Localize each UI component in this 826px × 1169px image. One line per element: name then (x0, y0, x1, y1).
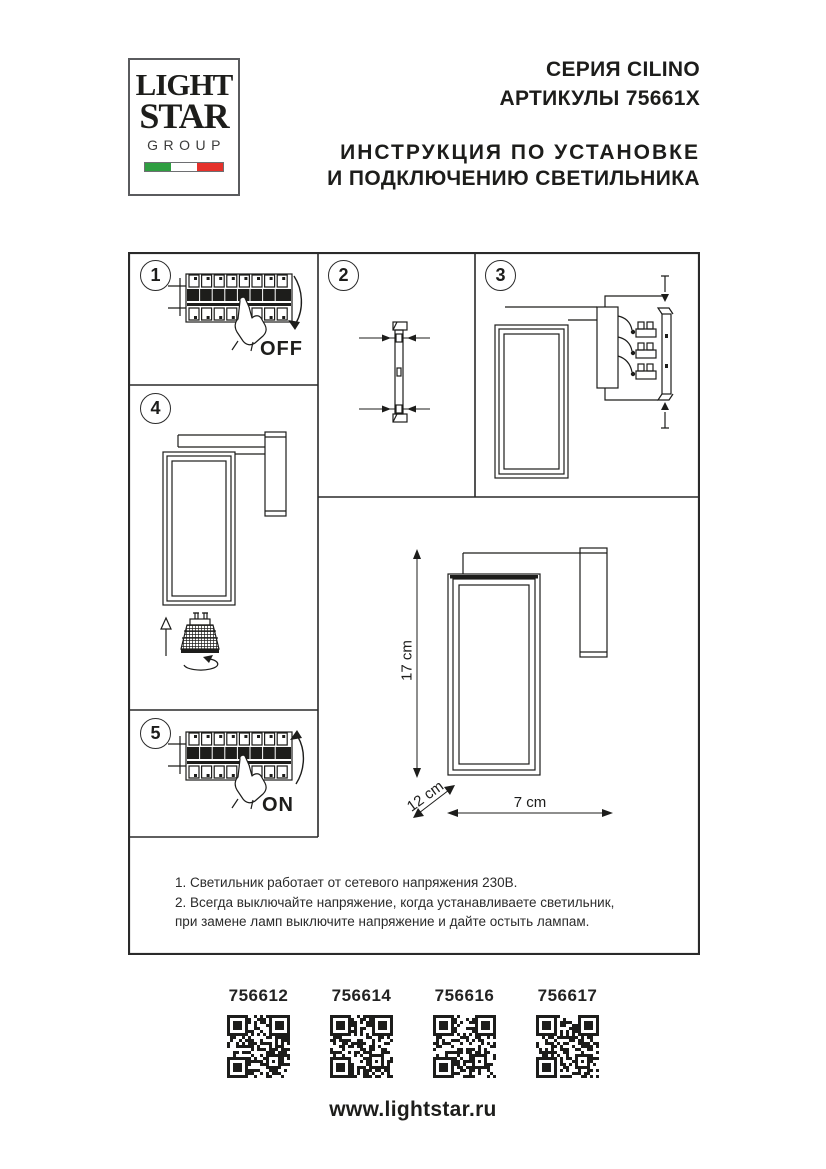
qr-code-icon (227, 1015, 290, 1078)
off-label: OFF (260, 338, 303, 360)
step-1-badge (140, 260, 171, 291)
safety-notes (175, 873, 614, 932)
article-number: 756612 (228, 986, 289, 1005)
step-4-number: 4 (150, 398, 161, 418)
flag-green-segment (145, 163, 171, 171)
step-3-badge (485, 260, 516, 291)
flag-red-segment (197, 163, 223, 171)
installation-diagram (128, 252, 700, 955)
qr-item-756614 (330, 986, 393, 1078)
website-url: www.lightstar.ru (329, 1098, 497, 1121)
document-titles (327, 55, 700, 192)
diagram-line-art (128, 252, 700, 955)
note-line-2: 2. Всегда выключайте напряжение, когда устанавливаете светильник, (175, 894, 615, 910)
note-line-1: 1. Светильник работает от сетевого напряжения 230В. (175, 875, 518, 890)
logo-word-group: GROUP (147, 137, 226, 153)
height-dimension-label: 17 cm (398, 640, 416, 681)
qr-code-icon (330, 1015, 393, 1078)
step-2-number: 2 (338, 265, 349, 285)
qr-item-756617 (536, 986, 599, 1078)
note-line-3: при замене ламп выключите напряжение и дайте остыть лампам. (175, 914, 590, 929)
step-5-badge (140, 718, 171, 749)
qr-item-756612 (227, 986, 290, 1078)
instruction-title-line2: И ПОДКЛЮЧЕНИЮ СВЕТИЛЬНИКА (327, 167, 700, 190)
lightstar-logo (128, 58, 240, 196)
step-1-number: 1 (150, 265, 161, 285)
step-4-badge (140, 393, 171, 424)
instruction-title-line1: ИНСТРУКЦИЯ ПО УСТАНОВКЕ (340, 141, 700, 164)
step3-wiring-illustration (495, 276, 673, 478)
on-label: ON (262, 794, 294, 816)
italian-flag-bar (144, 162, 224, 172)
qr-code-icon (433, 1015, 496, 1078)
article-number: 756617 (537, 986, 598, 1005)
dimension-drawing (413, 548, 613, 818)
logo-word-star: STAR (139, 96, 229, 136)
step-3-number: 3 (495, 265, 506, 285)
flag-white-segment (171, 163, 197, 171)
series-title: СЕРИЯ CILINO (546, 58, 700, 81)
logo-word-light: LIGHT (135, 67, 233, 102)
depth-dimension-label: 12 cm (403, 777, 447, 816)
article-number: 756614 (331, 986, 392, 1005)
qr-item-756616 (433, 986, 496, 1078)
qr-code-icon (536, 1015, 599, 1078)
article-qr-codes (0, 986, 826, 1078)
articles-title: АРТИКУЛЫ 75661X (499, 87, 700, 110)
width-dimension-label: 7 cm (513, 794, 547, 811)
step-2-badge (328, 260, 359, 291)
step-5-number: 5 (150, 723, 161, 743)
step2-bracket-illustration (359, 322, 430, 422)
article-number: 756616 (434, 986, 495, 1005)
step4-lamp-bulb-illustration (161, 432, 286, 670)
